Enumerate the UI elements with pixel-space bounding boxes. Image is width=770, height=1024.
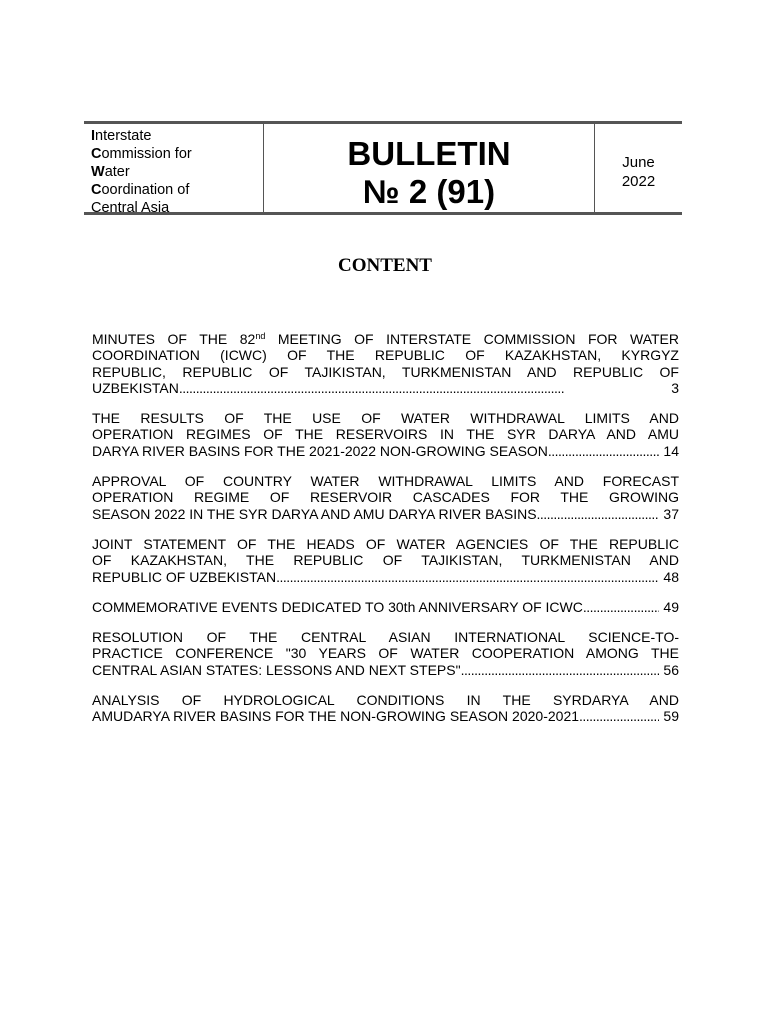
organization-name bbox=[84, 124, 263, 216]
dot-leader bbox=[276, 569, 659, 585]
bulletin-date bbox=[595, 124, 682, 212]
bulletin-month: June bbox=[622, 154, 655, 171]
org-line-1: Interstate bbox=[91, 128, 152, 144]
toc-entry-last-line: REPUBLIC OF UZBEKISTAN . . . 48 bbox=[92, 569, 679, 585]
toc-entry-line: ANALYSIS OF HYDROLOGICAL CONDITIONS IN THE SYRDARYA AND bbox=[92, 692, 679, 709]
toc-entry[interactable] bbox=[92, 331, 679, 396]
toc-page-number: 56 bbox=[663, 661, 679, 678]
toc-page-number: 14 bbox=[663, 442, 679, 459]
bulletin-header bbox=[84, 121, 682, 215]
toc-entry[interactable] bbox=[92, 599, 679, 615]
dot-leader bbox=[179, 380, 667, 396]
toc-entry[interactable] bbox=[92, 473, 679, 522]
toc-entry[interactable] bbox=[92, 692, 679, 725]
toc-entry-line: JOINT STATEMENT OF THE HEADS OF WATER AGENCIES OF THE REPUBLIC bbox=[92, 535, 679, 552]
dot-leader bbox=[548, 443, 660, 459]
toc-entry[interactable] bbox=[92, 629, 679, 678]
toc-entry-line: OF KAZAKHSTAN, THE REPUBLIC OF TAJIKISTAN, TURKMENISTAN AND bbox=[92, 552, 679, 569]
org-line-4: Coordination of bbox=[91, 182, 190, 198]
toc-entry-line: APPROVAL OF COUNTRY WATER WITHDRAWAL LIMITS AND FORECAST bbox=[92, 473, 679, 490]
org-line-3: Water bbox=[91, 164, 130, 180]
toc-entry-line: THE RESULTS OF THE USE OF WATER WITHDRAWAL LIMITS AND bbox=[92, 410, 679, 427]
toc-entry-line: OPERATION REGIME OF RESERVOIR CASCADES FOR THE GROWING bbox=[92, 489, 679, 506]
toc-page-number: 48 bbox=[663, 568, 679, 585]
dot-leader bbox=[537, 506, 660, 522]
toc-entry-last-line: CENTRAL ASIAN STATES: LESSONS AND NEXT STEPS" . . . 56 bbox=[92, 662, 679, 678]
toc-page-number: 37 bbox=[663, 505, 679, 522]
dot-leader bbox=[461, 662, 660, 678]
toc-entry-last-line: SEASON 2022 IN THE SYR DARYA AND AMU DARYA RIVER BASINS . . . 37 bbox=[92, 506, 679, 522]
content-heading: CONTENT bbox=[338, 255, 432, 276]
toc-page-number: 3 bbox=[671, 379, 679, 396]
bulletin-year: 2022 bbox=[621, 173, 656, 190]
toc-entry-last-line: AMUDARYA RIVER BASINS FOR THE NON-GROWING SEASON 2020-2021 . . . 59 bbox=[92, 708, 679, 724]
toc-entry-line: PRACTICE CONFERENCE "30 YEARS OF WATER COOPERATION AMONG THE bbox=[92, 645, 679, 662]
table-of-contents bbox=[92, 331, 679, 739]
toc-entry[interactable] bbox=[92, 410, 679, 459]
toc-entry-last-line: DARYA RIVER BASINS FOR THE 2021-2022 NON-GROWING SEASON . . . 14 bbox=[92, 443, 679, 459]
ordinal-suffix: nd bbox=[255, 331, 266, 341]
toc-entry-last-line: COMMEMORATIVE EVENTS DEDICATED TO 30th ANNIVERSARY OF ICWC . . . 49 bbox=[92, 599, 679, 615]
toc-entry[interactable] bbox=[92, 536, 679, 585]
dot-leader bbox=[579, 708, 659, 724]
toc-entry-last-line: UZBEKISTAN . . . 3 bbox=[92, 380, 679, 396]
toc-page-number: 59 bbox=[663, 708, 679, 725]
toc-entry-line: OPERATION REGIMES OF THE RESERVOIRS IN THE SYR DARYA AND AMU bbox=[92, 426, 679, 443]
toc-entry-line: REPUBLIC, REPUBLIC OF TAJIKISTAN, TURKMENISTAN AND REPUBLIC OF bbox=[92, 363, 679, 380]
dot-leader bbox=[583, 599, 660, 615]
bulletin-title-line1: BULLETIN bbox=[347, 135, 511, 172]
bulletin-title bbox=[263, 124, 595, 212]
toc-entry-line: RESOLUTION OF THE CENTRAL ASIAN INTERNATIONAL SCIENCE-TO- bbox=[92, 629, 679, 646]
org-line-5: Central Asia bbox=[91, 200, 170, 216]
toc-page-number: 49 bbox=[663, 598, 679, 615]
bulletin-issue-number: № 2 (91) bbox=[362, 173, 496, 210]
toc-entry-line: COORDINATION (ICWC) OF THE REPUBLIC OF KAZAKHSTAN, KYRGYZ bbox=[92, 347, 679, 364]
toc-entry-line: MINUTES OF THE 82nd MEETING OF INTERSTATE COMMISSION FOR WATER bbox=[92, 331, 679, 347]
org-line-2: Commission for bbox=[91, 146, 192, 162]
